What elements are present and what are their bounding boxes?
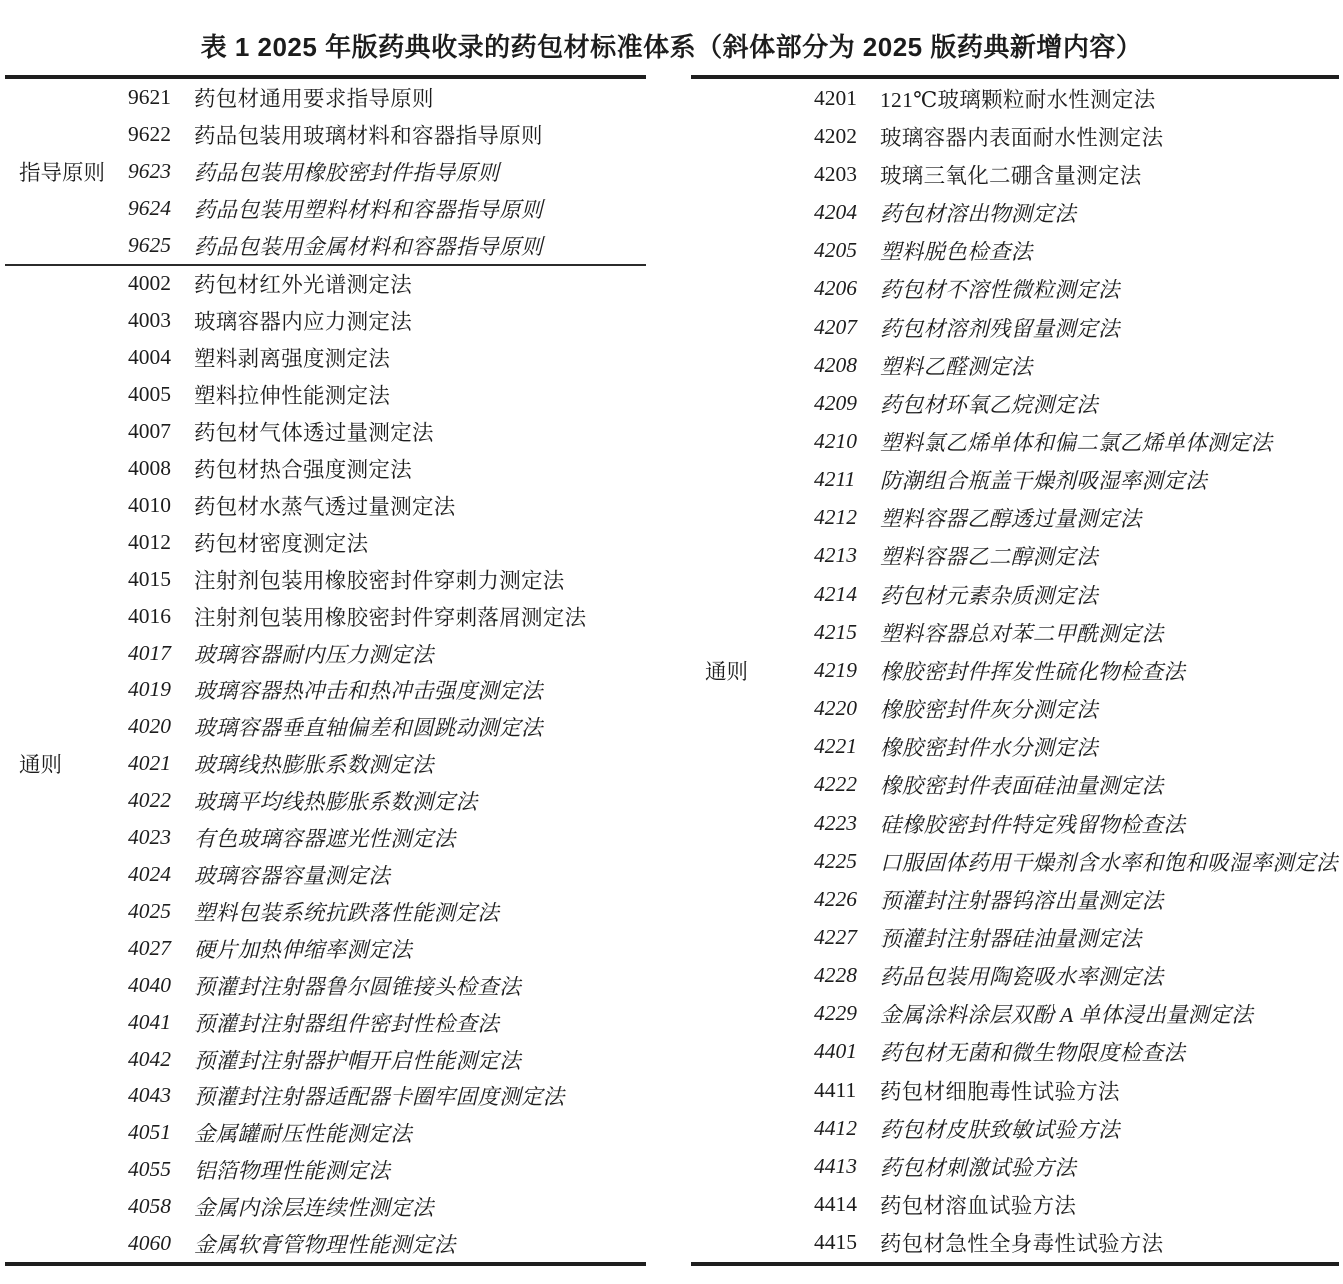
standard-code: 4229 [814,1001,857,1026]
standard-name: 药包材不溶性微粒测定法 [880,278,1120,303]
table-row [814,1033,1339,1071]
table-row [814,957,1339,995]
standard-code: 4215 [814,619,857,644]
table-row [814,384,1339,422]
standard-code: 4040 [128,972,171,997]
standard-name: 塑料剥离强度测定法 [194,347,391,372]
standard-code: 4055 [128,1157,171,1182]
standard-code: 4206 [814,276,857,301]
table-section [5,79,646,264]
standard-code: 4227 [814,925,857,950]
standard-code: 9621 [128,84,171,109]
table-row [814,575,1339,613]
table-row [814,880,1339,918]
table-row [814,690,1339,728]
table-row [814,804,1339,842]
table-row [128,266,646,303]
standard-name: 药包材通用要求指导原则 [194,86,434,111]
standard-code: 4010 [128,492,171,517]
section-label-column [691,79,814,1262]
standard-name: 药品包装用塑料材料和容器指导原则 [194,197,543,222]
table-row [128,339,646,376]
standard-code: 4007 [128,419,171,444]
standard-name: 塑料脱色检查法 [880,240,1033,265]
standard-name: 药包材环氧乙烷测定法 [880,392,1099,417]
standard-code: 4220 [814,696,857,721]
standard-code: 4016 [128,603,171,628]
standard-name: 预灌封注射器钨溶出量测定法 [880,888,1164,913]
table-row [128,524,646,561]
section-label: 通则 [19,753,63,778]
standard-name: 金属罐耐压性能测定法 [194,1122,413,1147]
standard-name: 药包材水蒸气透过量测定法 [194,494,456,519]
table-section [691,79,1339,1262]
standard-code: 4205 [814,238,857,263]
standard-code: 4008 [128,456,171,481]
standard-name: 硬片加热伸缩率测定法 [194,937,413,962]
standard-code: 4022 [128,788,171,813]
standard-code: 9623 [128,158,171,183]
table-row [128,79,646,116]
standard-code: 4002 [128,271,171,296]
standard-name: 玻璃容器内表面耐水性测定法 [880,125,1164,150]
standards-table [5,75,1339,1266]
standard-name: 玻璃容器垂直轴偏差和圆跳动测定法 [194,716,543,741]
table-row [814,270,1339,308]
table-row [128,635,646,672]
table-row [128,819,646,856]
table-row [814,995,1339,1033]
standard-code: 4209 [814,390,857,415]
table-title: 表 1 2025 年版药典收录的药包材标准体系（斜体部分为 2025 版药典新增内容） [200,32,1143,62]
standard-code: 4207 [814,314,857,339]
standard-name: 橡胶密封件水分测定法 [880,736,1099,761]
standard-name: 玻璃平均线热膨胀系数测定法 [194,790,478,815]
table-row [128,450,646,487]
standard-code: 4019 [128,677,171,702]
table-row [128,708,646,745]
table-row [128,1225,646,1262]
standard-name: 橡胶密封件灰分测定法 [880,698,1099,723]
standard-code: 4212 [814,505,857,530]
standard-code: 4225 [814,848,857,873]
standard-name: 药品包装用橡胶密封件指导原则 [194,160,500,185]
standard-name: 有色玻璃容器遮光性测定法 [194,827,456,852]
standard-code: 9622 [128,121,171,146]
standard-name: 121℃玻璃颗粒耐水性测定法 [880,87,1156,112]
table-row [128,116,646,153]
standard-code: 4004 [128,345,171,370]
table-section [5,264,646,1262]
table-row [814,918,1339,956]
standard-code: 4214 [814,581,857,606]
table-row [128,227,646,264]
standard-code: 9624 [128,195,171,220]
standard-name: 药品包装用金属材料和容器指导原则 [194,234,543,259]
table-row [128,745,646,782]
standard-name: 塑料氯乙烯单体和偏二氯乙烯单体测定法 [880,430,1273,455]
standard-name: 药包材密度测定法 [194,531,369,556]
standard-code: 4223 [814,810,857,835]
standard-name: 塑料容器乙二醇测定法 [880,545,1099,570]
standard-code: 4015 [128,566,171,591]
section-rows [128,79,646,264]
section-label: 指导原则 [19,160,106,185]
table-row [128,782,646,819]
table-row [814,79,1339,117]
table-row [814,422,1339,460]
standard-name: 药包材溶剂残留量测定法 [880,316,1120,341]
standard-code: 4210 [814,428,857,453]
standard-code: 4411 [814,1077,857,1102]
table-row [814,193,1339,231]
standard-name: 玻璃容器耐内压力测定法 [194,642,434,667]
table-row [128,1077,646,1114]
standard-name: 塑料拉伸性能测定法 [194,384,391,409]
standard-name: 药包材无菌和微生物限度检查法 [880,1041,1186,1066]
standard-name: 药包材皮肤致敏试验方法 [880,1117,1120,1142]
table-row [814,308,1339,346]
table-row [128,1188,646,1225]
standard-name: 预灌封注射器适配器卡圈牢固度测定法 [194,1085,565,1110]
standard-name: 药包材溶出物测定法 [880,202,1077,227]
table-row [814,1109,1339,1147]
standard-code: 4414 [814,1192,857,1217]
standard-name: 药品包装用玻璃材料和容器指导原则 [194,123,543,148]
standard-name: 玻璃容器容量测定法 [194,863,391,888]
table-row [814,232,1339,270]
table-row [814,1224,1339,1262]
standard-code: 4208 [814,352,857,377]
table-row [814,651,1339,689]
standard-code: 4401 [814,1039,857,1064]
standard-name: 预灌封注射器组件密封性检查法 [194,1011,500,1036]
section-rows [128,266,646,1262]
section-label-column [5,266,128,1262]
table-row [128,930,646,967]
standard-code: 4041 [128,1009,171,1034]
table-row [128,1114,646,1151]
standard-name: 橡胶密封件挥发性硫化物检查法 [880,659,1186,684]
standard-code: 4415 [814,1230,857,1255]
section-label-column [5,79,128,264]
standard-name: 预灌封注射器护帽开启性能测定法 [194,1048,522,1073]
table-row [128,561,646,598]
standard-code: 4412 [814,1115,857,1140]
standard-code: 4043 [128,1083,171,1108]
standard-name: 药包材红外光谱测定法 [194,273,413,298]
standard-name: 玻璃容器热冲击和热冲击强度测定法 [194,679,543,704]
standard-name: 预灌封注射器鲁尔圆锥接头检查法 [194,974,522,999]
table-row [814,537,1339,575]
standard-name: 塑料包装系统抗跌落性能测定法 [194,900,500,925]
table-row [128,1041,646,1078]
standard-code: 4226 [814,886,857,911]
table-row [814,728,1339,766]
standard-code: 4021 [128,751,171,776]
standard-name: 金属软膏管物理性能测定法 [194,1233,456,1258]
standard-name: 玻璃线热膨胀系数测定法 [194,753,434,778]
standard-code: 4058 [128,1194,171,1219]
table-row [814,155,1339,193]
standard-code: 4042 [128,1046,171,1071]
standard-code: 4023 [128,825,171,850]
table-left-column [5,75,646,1266]
standard-code: 4203 [814,161,857,186]
table-row [814,346,1339,384]
table-row [128,598,646,635]
table-row [814,1186,1339,1224]
standard-code: 4012 [128,529,171,554]
standard-name: 塑料乙醛测定法 [880,354,1033,379]
standard-code: 4219 [814,657,857,682]
standard-name: 药包材刺激试验方法 [880,1155,1077,1180]
standard-name: 药包材气体透过量测定法 [194,421,434,446]
table-right-column [691,75,1339,1266]
standard-code: 4202 [814,123,857,148]
standard-code: 4413 [814,1153,857,1178]
table-row [128,1151,646,1188]
standard-code: 4027 [128,935,171,960]
standard-code: 4204 [814,200,857,225]
table-row [128,487,646,524]
table-row [128,1004,646,1041]
table-row [128,672,646,709]
standard-name: 塑料容器总对苯二甲酰测定法 [880,621,1164,646]
table-row [814,766,1339,804]
standard-code: 4211 [814,467,856,492]
table-row [814,613,1339,651]
standard-name: 药包材溶血试验方法 [880,1194,1077,1219]
standard-name: 药包材急性全身毒性试验方法 [880,1232,1164,1257]
standard-name: 药品包装用陶瓷吸水率测定法 [880,965,1164,990]
table-row [128,893,646,930]
standard-code: 4060 [128,1231,171,1256]
table-row [128,413,646,450]
standard-name: 铝箔物理性能测定法 [194,1159,391,1184]
table-row [814,499,1339,537]
table-row [128,153,646,190]
section-rows [814,79,1339,1262]
standard-code: 4025 [128,898,171,923]
standard-name: 硅橡胶密封件特定残留物检查法 [880,812,1186,837]
table-row [814,842,1339,880]
table-row [128,302,646,339]
standard-name: 药包材元素杂质测定法 [880,583,1099,608]
standard-name: 注射剂包装用橡胶密封件穿刺落屑测定法 [194,605,587,630]
standard-name: 塑料容器乙醇透过量测定法 [880,507,1142,532]
standard-name: 金属内涂层连续性测定法 [194,1196,434,1221]
section-label: 通则 [705,660,749,684]
table-row [814,117,1339,155]
standard-code: 4228 [814,963,857,988]
standard-code: 4222 [814,772,857,797]
standard-name: 药包材细胞毒性试验方法 [880,1079,1120,1104]
standard-name: 玻璃容器内应力测定法 [194,310,413,335]
table-row [814,1147,1339,1185]
standard-code: 4221 [814,734,857,759]
standard-code: 4020 [128,714,171,739]
standard-name: 注射剂包装用橡胶密封件穿刺力测定法 [194,568,565,593]
standard-name: 药包材热合强度测定法 [194,458,413,483]
standard-code: 4024 [128,861,171,886]
standard-name: 橡胶密封件表面硅油量测定法 [880,774,1164,799]
table-row [814,461,1339,499]
table-row [128,967,646,1004]
standard-name: 预灌封注射器硅油量测定法 [880,927,1142,952]
standard-code: 4213 [814,543,857,568]
standard-name: 防潮组合瓶盖干燥剂吸湿率测定法 [880,469,1208,494]
standard-code: 4017 [128,640,171,665]
standard-name: 玻璃三氧化二硼含量测定法 [880,163,1142,188]
standard-code: 4051 [128,1120,171,1145]
standard-code: 4003 [128,308,171,333]
standard-code: 9625 [128,232,171,257]
standard-name: 金属涂料涂层双酚 A 单体浸出量测定法 [880,1003,1254,1028]
standard-code: 4201 [814,85,857,110]
table-row [128,856,646,893]
table-row [128,190,646,227]
standard-name: 口服固体药用干燥剂含水率和饱和吸湿率测定法 [880,850,1338,875]
table-row [814,1071,1339,1109]
table-row [128,376,646,413]
standard-code: 4005 [128,382,171,407]
